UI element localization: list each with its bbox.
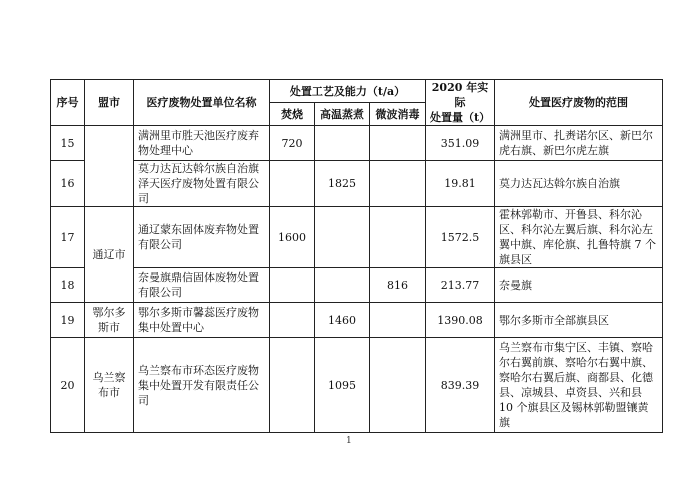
cell-incineration [270, 161, 315, 207]
cell-steam [315, 268, 370, 303]
medical-waste-table [50, 79, 663, 433]
cell-actual: 19.81 [426, 161, 495, 207]
table-row [51, 126, 663, 161]
cell-actual: 1390.08 [426, 303, 495, 338]
header-seq: 序号 [51, 80, 85, 126]
header-incineration: 焚烧 [270, 103, 315, 126]
cell-steam [315, 207, 370, 268]
cell-actual: 213.77 [426, 268, 495, 303]
header-process-capacity: 处置工艺及能力（t/a） [270, 80, 426, 103]
table-row [51, 303, 663, 338]
cell-incineration [270, 303, 315, 338]
cell-unit: 鄂尔多斯市馨蕊医疗废物集中处置中心 [134, 303, 270, 338]
cell-unit: 莫力达瓦达斡尔族自治旗泽天医疗废物处置有限公司 [134, 161, 270, 207]
header-actual-2020 [426, 80, 495, 126]
cell-actual: 1572.5 [426, 207, 495, 268]
cell-unit: 奈曼旗鼎信固体废物处置有限公司 [134, 268, 270, 303]
cell-unit: 乌兰察布市环态医疗废物集中处置开发有限责任公司 [134, 338, 270, 433]
cell-scope: 乌兰察布市集宁区、丰镇、察哈尔右翼前旗、察哈尔右翼中旗、察哈尔右翼后旗、商都县、化德县、凉城县、卓资县、兴和县 10 个旗县区及锡林郭勒盟镶黄旗 [495, 338, 663, 433]
cell-seq: 18 [51, 268, 85, 303]
header-microwave: 微波消毒 [370, 103, 426, 126]
cell-league: 鄂尔多斯市 [85, 303, 134, 338]
cell-steam: 1825 [315, 161, 370, 207]
cell-incineration: 720 [270, 126, 315, 161]
cell-league [85, 126, 134, 207]
cell-steam: 1095 [315, 338, 370, 433]
cell-microwave [370, 161, 426, 207]
cell-scope: 满洲里市、扎赉诺尔区、新巴尔虎右旗、新巴尔虎左旗 [495, 126, 663, 161]
cell-microwave [370, 338, 426, 433]
cell-microwave [370, 303, 426, 338]
cell-seq: 15 [51, 126, 85, 161]
header-scope: 处置医疗废物的范围 [495, 80, 663, 126]
cell-scope: 鄂尔多斯市全部旗县区 [495, 303, 663, 338]
cell-microwave [370, 207, 426, 268]
cell-microwave: 816 [370, 268, 426, 303]
table-row [51, 161, 663, 207]
cell-incineration [270, 268, 315, 303]
page-number: 1 [346, 436, 352, 446]
table-row [51, 338, 663, 433]
cell-league: 乌兰察布市 [85, 338, 134, 433]
cell-seq: 19 [51, 303, 85, 338]
table-row [51, 268, 663, 303]
cell-scope: 霍林郭勒市、开鲁县、科尔沁区、科尔沁左翼后旗、科尔沁左翼中旗、库伦旗、扎鲁特旗 7 个旗县区 [495, 207, 663, 268]
cell-unit: 满洲里市胜天池医疗废弃物处理中心 [134, 126, 270, 161]
cell-seq: 20 [51, 338, 85, 433]
header-league: 盟市 [85, 80, 134, 126]
cell-seq: 16 [51, 161, 85, 207]
cell-actual: 351.09 [426, 126, 495, 161]
header-actual-line1: 2020 年实际 [431, 81, 489, 109]
header-unit-name: 医疗废物处置单位名称 [134, 80, 270, 126]
cell-steam [315, 126, 370, 161]
cell-actual: 839.39 [426, 338, 495, 433]
cell-seq: 17 [51, 207, 85, 268]
header-actual-line2: 处置量（t） [430, 111, 491, 124]
cell-scope: 奈曼旗 [495, 268, 663, 303]
cell-incineration: 1600 [270, 207, 315, 268]
cell-scope: 莫力达瓦达斡尔族自治旗 [495, 161, 663, 207]
table-row [51, 207, 663, 268]
cell-unit: 通辽蒙东固体废弃物处置有限公司 [134, 207, 270, 268]
cell-incineration [270, 338, 315, 433]
cell-steam: 1460 [315, 303, 370, 338]
cell-microwave [370, 126, 426, 161]
cell-league: 通辽市 [85, 207, 134, 303]
header-steam: 高温蒸煮 [315, 103, 370, 126]
